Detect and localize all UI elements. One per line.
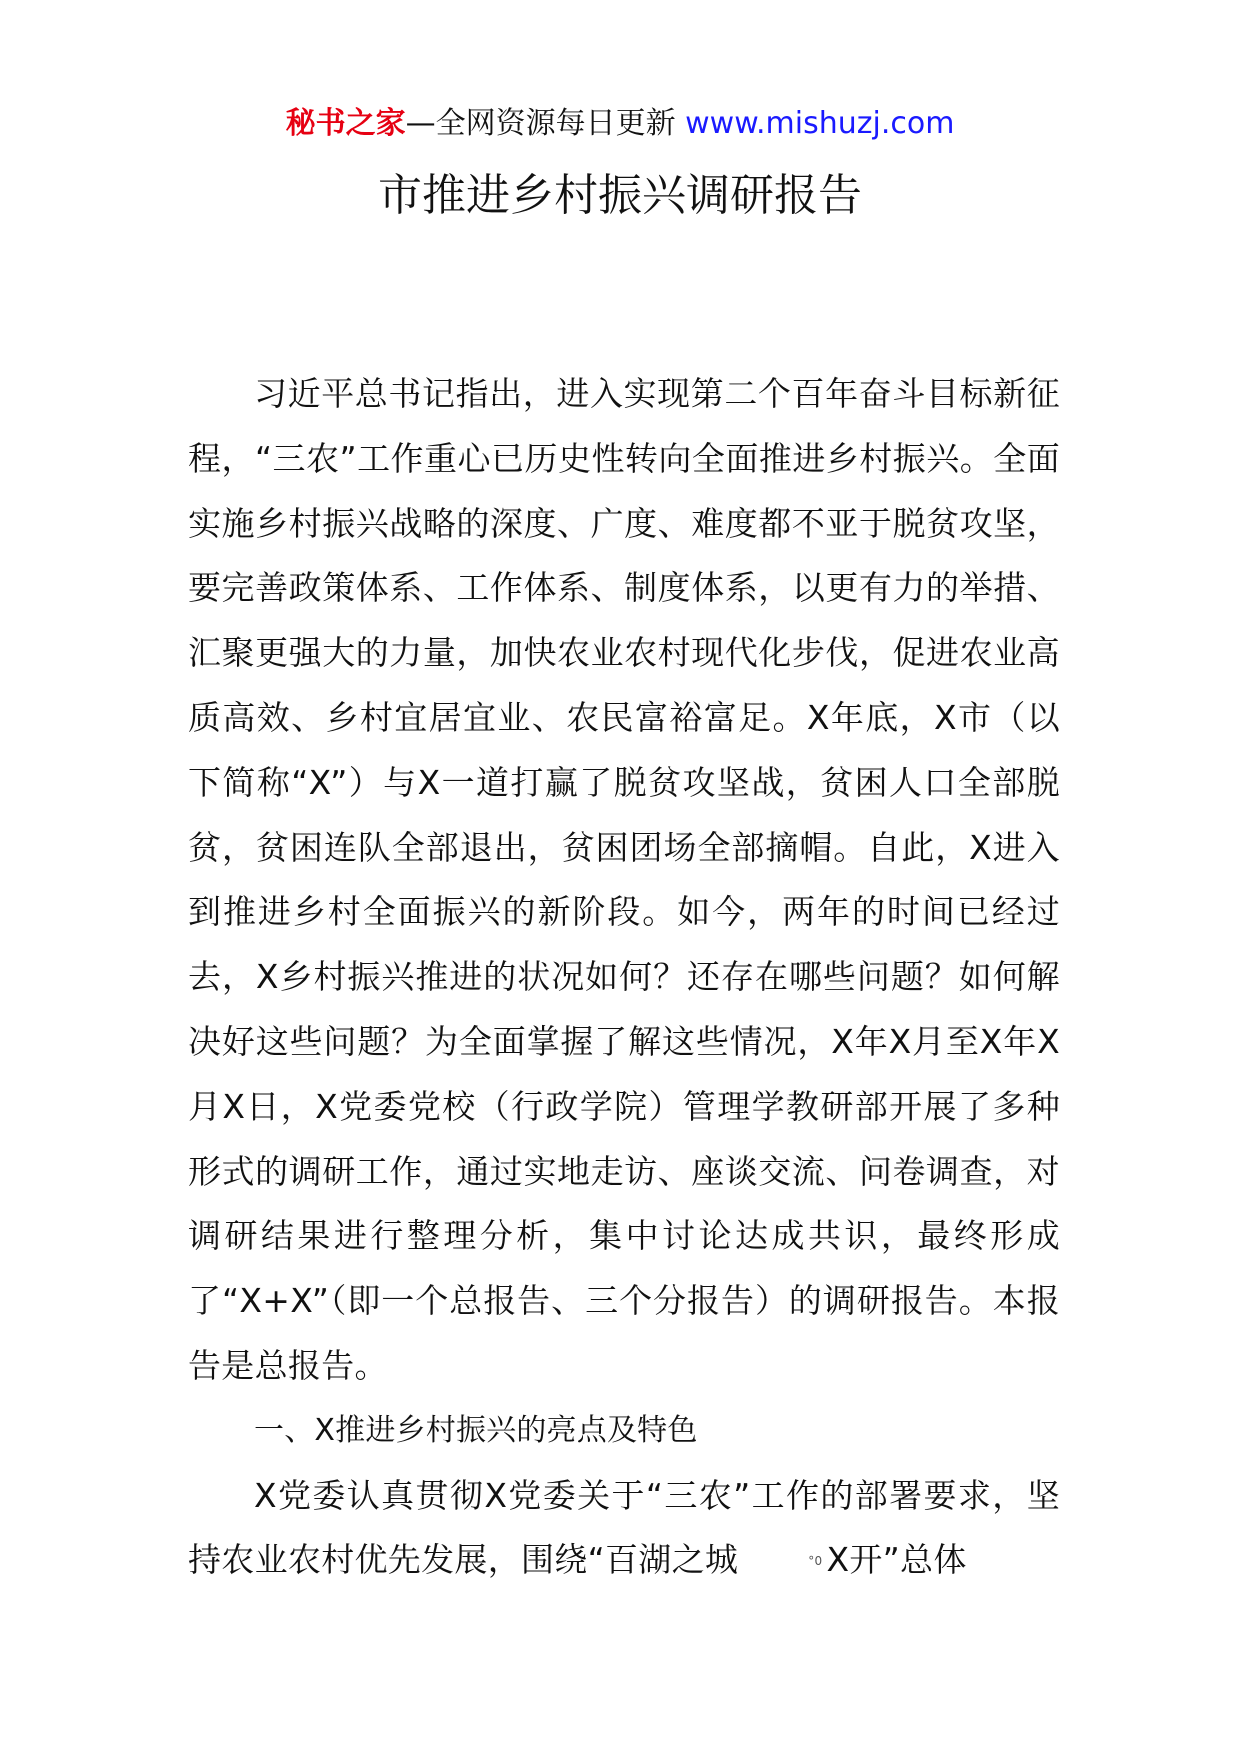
paragraph-section-1-text: X党委认真贯彻X党委关于“三农”工作的部署要求，坚持农业农村优先发展，围绕“百湖之城 [188,1475,1060,1580]
section-heading-1: 一、X推进乡村振兴的亮点及特色 [254,1412,698,1448]
site-brand: 秘书之家 [285,106,406,141]
paragraph-intro: 习近平总书记指出，进入实现第二个百年奋斗目标新征程，“三农”工作重心已历史性转向全面推进乡村振兴。全面实施乡村振兴战略的深度、广度、难度都不亚于脱贫攻坚，要完善政策体系、工作体系、制度体系，以更有力的举措、汇聚更强大的力量，加快农业农村现代化步伐，促进农业高质高效、乡村宜居宜业、农民富裕富足。X年底，X市（以下简称“X”）与X一道打赢了脱贫攻坚战，贫困人口全部脱贫，贫困连队全部退出，贫困团场全部摘帽。自此，X进入到推进乡村全面振兴的新阶段。如今，两年的时间已经过去，X乡村振兴推进的状况如何？还存在哪些问题？如何解决好这些问题？为全面掌握了解这些情况，X年X月至X年X月X日，X党委党校（行政学院）管理学教研部开展了多种形式的调研工作，通过实地走访、座谈交流、问卷调查，对调研结果进行整理分析，集中讨论达成共识，最终形成了“X+X”（即一个总报告、三个分报告）的调研报告。本报告是总报告。 [188,374,1060,1385]
site-url-link[interactable]: www.mishuzj.com [685,106,955,141]
document-body [188,362,1060,1594]
site-slogan: —全网资源每日更新 [405,106,676,141]
site-header [0,104,1240,144]
paragraph-section-1-tail: X开”总体 [826,1540,967,1580]
document-title: 市推进乡村振兴调研报告 [378,170,862,221]
stray-mark: °0 [808,1554,823,1569]
paragraph-section-1 [188,1464,1060,1595]
